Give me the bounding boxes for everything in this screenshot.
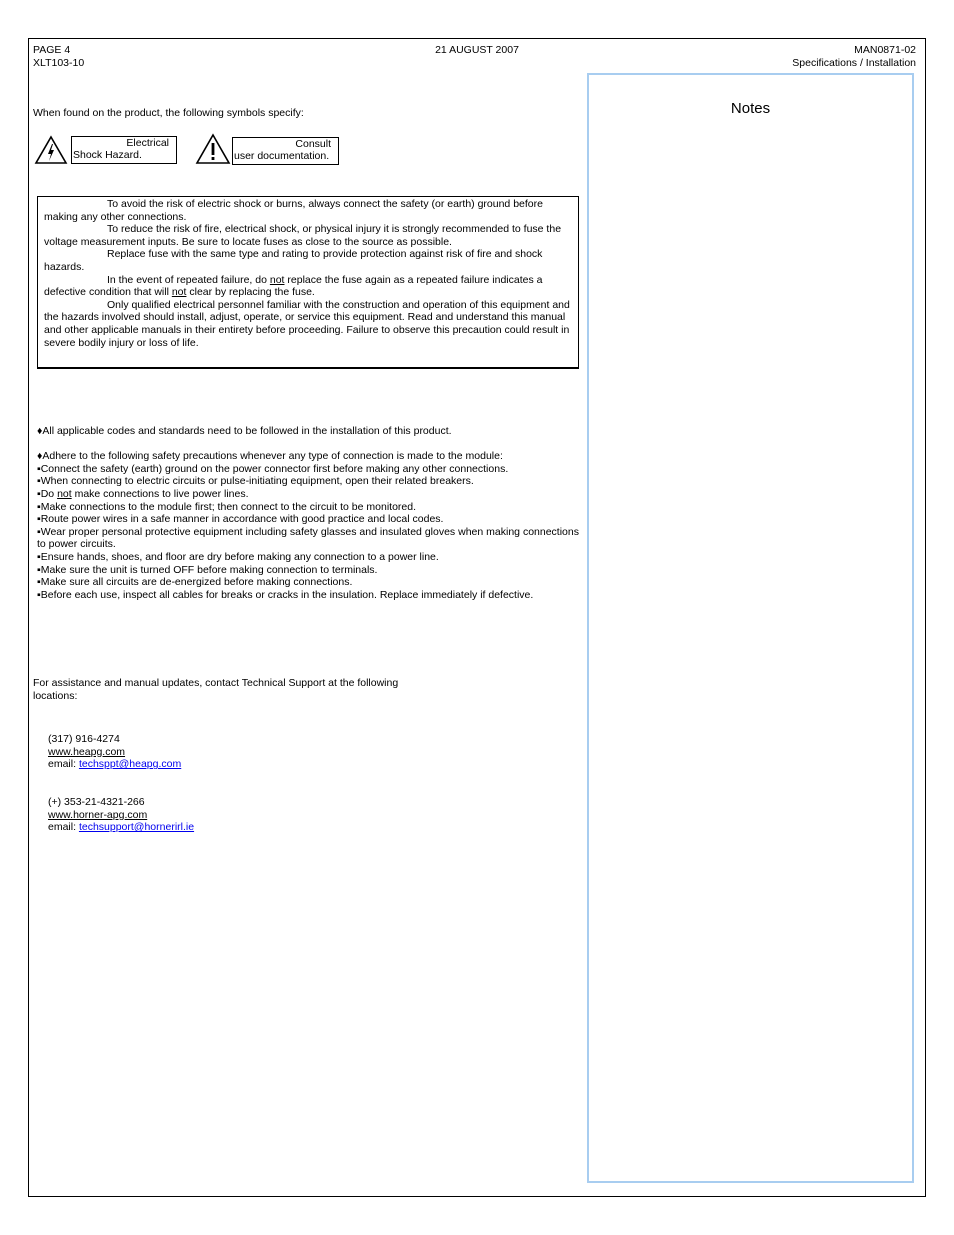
warning-replace-fuse: Replace fuse with the same type and rating to provide protection against risk of fire and shock hazards.: [44, 248, 543, 273]
installation-guidelines: [37, 425, 579, 601]
eu-website-link[interactable]: www.horner-apg.com: [48, 808, 148, 821]
contact-north-america: [48, 733, 181, 771]
guideline-item: ▪Route power wires in a safe manner in accordance with good practice and local codes.: [37, 513, 444, 526]
support-intro: For assistance and manual updates, contact Technical Support at the following locations:: [33, 677, 399, 702]
header-doc-id: MAN0871-02: [854, 44, 916, 56]
header-model: XLT103-10: [33, 57, 85, 69]
na-email-link[interactable]: techsppt@heapg.com: [78, 758, 182, 771]
caution-exclamation-icon: [195, 133, 231, 165]
guideline-item: ▪Before each use, inspect all cables for breaks or cracks in the insulation. Replace immediately if defective.: [37, 588, 534, 601]
guideline-item: ▪Make sure the unit is turned OFF before making connection to terminals.: [37, 563, 378, 576]
header-page-number: PAGE 4: [33, 44, 71, 56]
na-website-link[interactable]: www.heapg.com: [48, 745, 126, 758]
warning-qualified-personnel: Only qualified electrical personnel familiar with the construction and operation of this equipment and the hazards involved should install, adjust, operate, or service this equipment. Read and understand this manual and other applicable manuals in their entirety before proceeding. Failure to observe this precaution could result in severe bodily injury or loss of life.: [44, 298, 570, 349]
na-email-label: email:: [48, 758, 79, 771]
guideline-item: ▪Make sure all circuits are de-energized before making connections.: [37, 576, 353, 589]
symbols-intro: When found on the product, the following symbols specify:: [33, 107, 304, 119]
warning-fuse-inputs: To reduce the risk of fire, electrical shock, or physical injury it is strongly recommended to fuse the voltage measurement inputs. Be sure to locate fuses as close to the source as possible.: [44, 223, 562, 248]
guideline-item: ▪When connecting to electric circuits or pulse-initiating equipment, open their related breakers.: [37, 475, 474, 488]
guideline-adhere: ♦Adhere to the following safety precautions whenever any type of connection is made to the module:: [37, 450, 503, 463]
notes-title: Notes: [730, 100, 771, 117]
guideline-item: ▪Ensure hands, shoes, and floor are dry before making any connection to a power line.: [37, 550, 439, 563]
header-section: Specifications / Installation: [792, 57, 916, 69]
eu-email-link[interactable]: techsupport@hornerirl.ie: [78, 821, 195, 834]
warning-ground: To avoid the risk of electric shock or burns, always connect the safety (or earth) ground before making any other connections.: [44, 198, 543, 223]
consult-documentation-label: Consult user documentation.: [232, 137, 339, 165]
guideline-item: ▪Wear proper personal protective equipment including safety glasses and insulated gloves when making connections to power circuits.: [37, 525, 579, 551]
electrical-shock-hazard-icon: [34, 135, 68, 165]
notes-panel: [587, 73, 914, 1183]
na-phone: (317) 916-4274: [48, 733, 120, 745]
guideline-item: ▪Make connections to the module first; then connect to the circuit to be monitored.: [37, 500, 417, 513]
header-date: 21 AUGUST 2007: [435, 44, 519, 56]
guideline-item: ▪Connect the safety (earth) ground on the power connector first before making any other connections.: [37, 462, 509, 475]
contact-europe: [48, 796, 194, 834]
guideline-item-live-lines: ▪Do not make connections to live power lines.: [37, 487, 249, 500]
eu-phone: (+) 353-21-4321-266: [48, 796, 145, 808]
shock-hazard-label: Electrical Shock Hazard.: [71, 136, 177, 164]
eu-email-label: email:: [48, 821, 79, 834]
guideline-codes: ♦All applicable codes and standards need to be followed in the installation of this product.: [37, 425, 452, 437]
safety-warnings-box: [37, 196, 579, 369]
warning-repeated-failure: In the event of repeated failure, do not replace the fuse again as a repeated failure indicates a defective condition that will not clear by replacing the fuse.: [44, 273, 543, 299]
